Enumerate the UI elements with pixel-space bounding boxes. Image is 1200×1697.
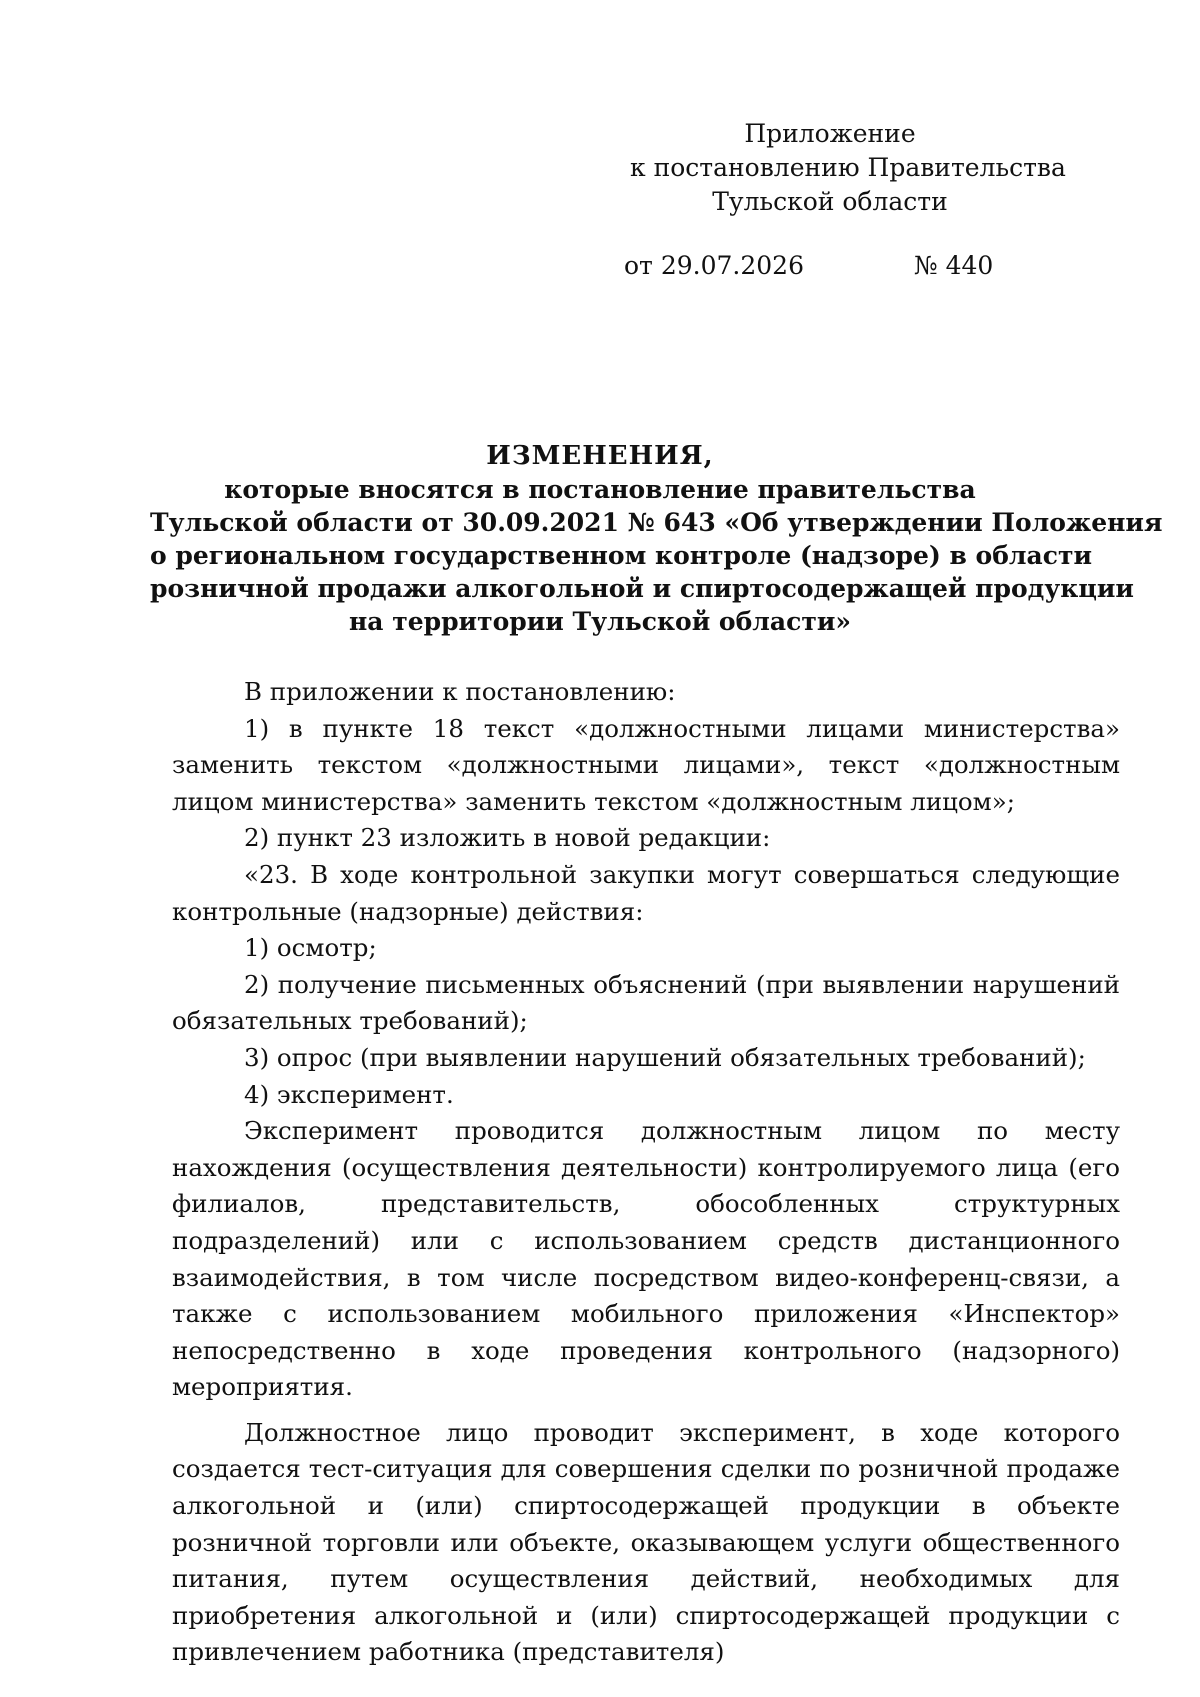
body-paragraph: 1) осмотр; — [244, 933, 377, 963]
body-paragraph: 4) эксперимент. — [244, 1079, 454, 1109]
document-body — [172, 674, 1120, 1671]
body-paragraph: 3) опрос (при выявлении нарушений обязательных требований); — [244, 1042, 1086, 1072]
body-paragraph: Должностное лицо проводит эксперимент, в ходе которого создается тест-ситуация для совершения сделки по розничной продаже алкогольной и (или) спиртосодержащей продукции в объекте розничной торговли или объекте, оказывающем услуги общественного питания, путем осуществления действий, необходимых для приобретения алкогольной и (или) спиртосодержащей продукции с привлечением работника (представителя) — [172, 1417, 1120, 1667]
title-line: о региональном государственном контроле (надзоре) в области — [150, 541, 1092, 570]
document-number: № 440 — [914, 251, 994, 280]
body-paragraph: 2) получение письменных объяснений (при выявлении нарушений обязательных требований); — [172, 969, 1120, 1036]
title-main: ИЗМЕНЕНИЯ, — [486, 441, 714, 471]
title-line: на территории Тульской области» — [349, 607, 851, 636]
body-paragraph: 1) в пункте 18 текст «должностными лицами министерства» заменить текстом «должностными лицами», текст «должностным лицом министерства» заменить текстом «должностным лицом»; — [172, 713, 1120, 816]
appendix-line: Приложение — [744, 119, 916, 148]
document-title — [150, 440, 1163, 638]
body-paragraph: 2) пункт 23 изложить в новой редакции: — [244, 823, 771, 853]
appendix-block — [630, 117, 1066, 219]
title-line: которые вносятся в постановление правительства — [224, 475, 976, 504]
appendix-line: к постановлению Правительства — [630, 153, 1066, 182]
body-paragraph: «23. В ходе контрольной закупки могут совершаться следующие контрольные (надзорные) действия: — [172, 859, 1120, 926]
appendix-line: Тульской области — [712, 187, 948, 216]
title-line: розничной продажи алкогольной и спиртосодержащей продукции — [150, 574, 1134, 603]
body-paragraph: В приложении к постановлению: — [244, 677, 676, 706]
body-paragraph: Эксперимент проводится должностным лицом по месту нахождения (осуществления деятельности) контролируемого лица (его филиалов, представительств, обособленных структурных подразделений) или с использованием средств дистанционного взаимодействия, в том числе посредством видео-конференц-связи, а также с использованием мобильного приложения «Инспектор» непосредственно в ходе проведения контрольного (надзорного) мероприятия. — [172, 1116, 1120, 1402]
title-line: Тульской области от 30.09.2021 № 643 «Об утверждении Положения — [150, 508, 1163, 537]
document-date: от 29.07.2026 — [624, 251, 804, 280]
